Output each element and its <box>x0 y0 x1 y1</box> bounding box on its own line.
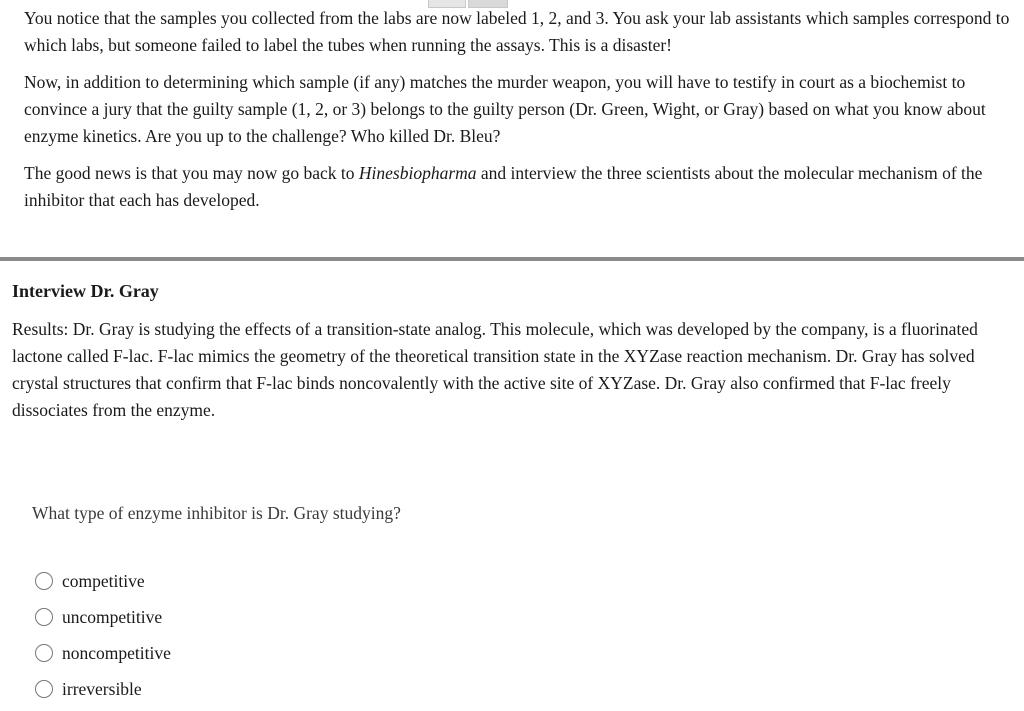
radio-button-irreversible[interactable] <box>35 680 53 698</box>
radio-button-uncompetitive[interactable] <box>35 608 53 626</box>
intro-paragraph-3 <box>24 160 1014 214</box>
option-label-noncompetitive[interactable]: noncompetitive <box>62 642 171 663</box>
option-label-irreversible[interactable]: irreversible <box>62 678 142 699</box>
question-prompt: What type of enzyme inhibitor is Dr. Gray studying? <box>32 503 401 523</box>
intro-p3-before: The good news is that you may now go back to <box>24 163 359 183</box>
option-label-uncompetitive[interactable]: uncompetitive <box>62 606 163 627</box>
results-text: Results: Dr. Gray is studying the effects of a transition-state analog. This molecule, which was developed by the company, is a fluorinated lactone called F-lac. F-lac mimics the geometry of the theoretical transition state in the XYZase reaction mechanism. Dr. Gray has solved crystal structures that confirm that F-lac binds noncovalently with the active site of XYZase. Dr. Gray also confirmed that F-lac freely dissociates from the enzyme. <box>12 319 978 420</box>
option-uncompetitive[interactable] <box>35 599 171 635</box>
company-name: Hinesbiopharma <box>358 163 477 183</box>
radio-button-competitive[interactable] <box>35 572 53 590</box>
option-competitive[interactable] <box>35 563 171 599</box>
section-divider <box>0 257 1024 261</box>
interview-section <box>12 278 1016 424</box>
radio-button-noncompetitive[interactable] <box>35 644 53 662</box>
intro-paragraph-2: Now, in addition to determining which sample (if any) matches the murder weapon, you will have to testify in court as a biochemist to convince a jury that the guilty sample (1, 2, or 3) belongs to the guilty person (Dr. Green, Wight, or Gray) based on what you know about enzyme kinetics. Are you up to the challenge? Who killed Dr. Bleu? <box>24 72 986 146</box>
option-irreversible[interactable] <box>35 671 171 707</box>
option-noncompetitive[interactable] <box>35 635 171 671</box>
answer-options <box>35 563 171 707</box>
intro-paragraph-1: You notice that the samples you collected from the labs are now labeled 1, 2, and 3. You ask your lab assistants which samples correspond to which labs, but someone failed to label the tubes when running the assays. This is a disaster! <box>24 8 1010 55</box>
option-label-competitive[interactable]: competitive <box>62 570 145 591</box>
intro-text <box>24 5 1014 224</box>
section-title: Interview Dr. Gray <box>12 281 159 301</box>
intro-p3-after: and interview the three scientists about the molecular mechanism of the inhibitor that each has developed. <box>24 163 983 210</box>
